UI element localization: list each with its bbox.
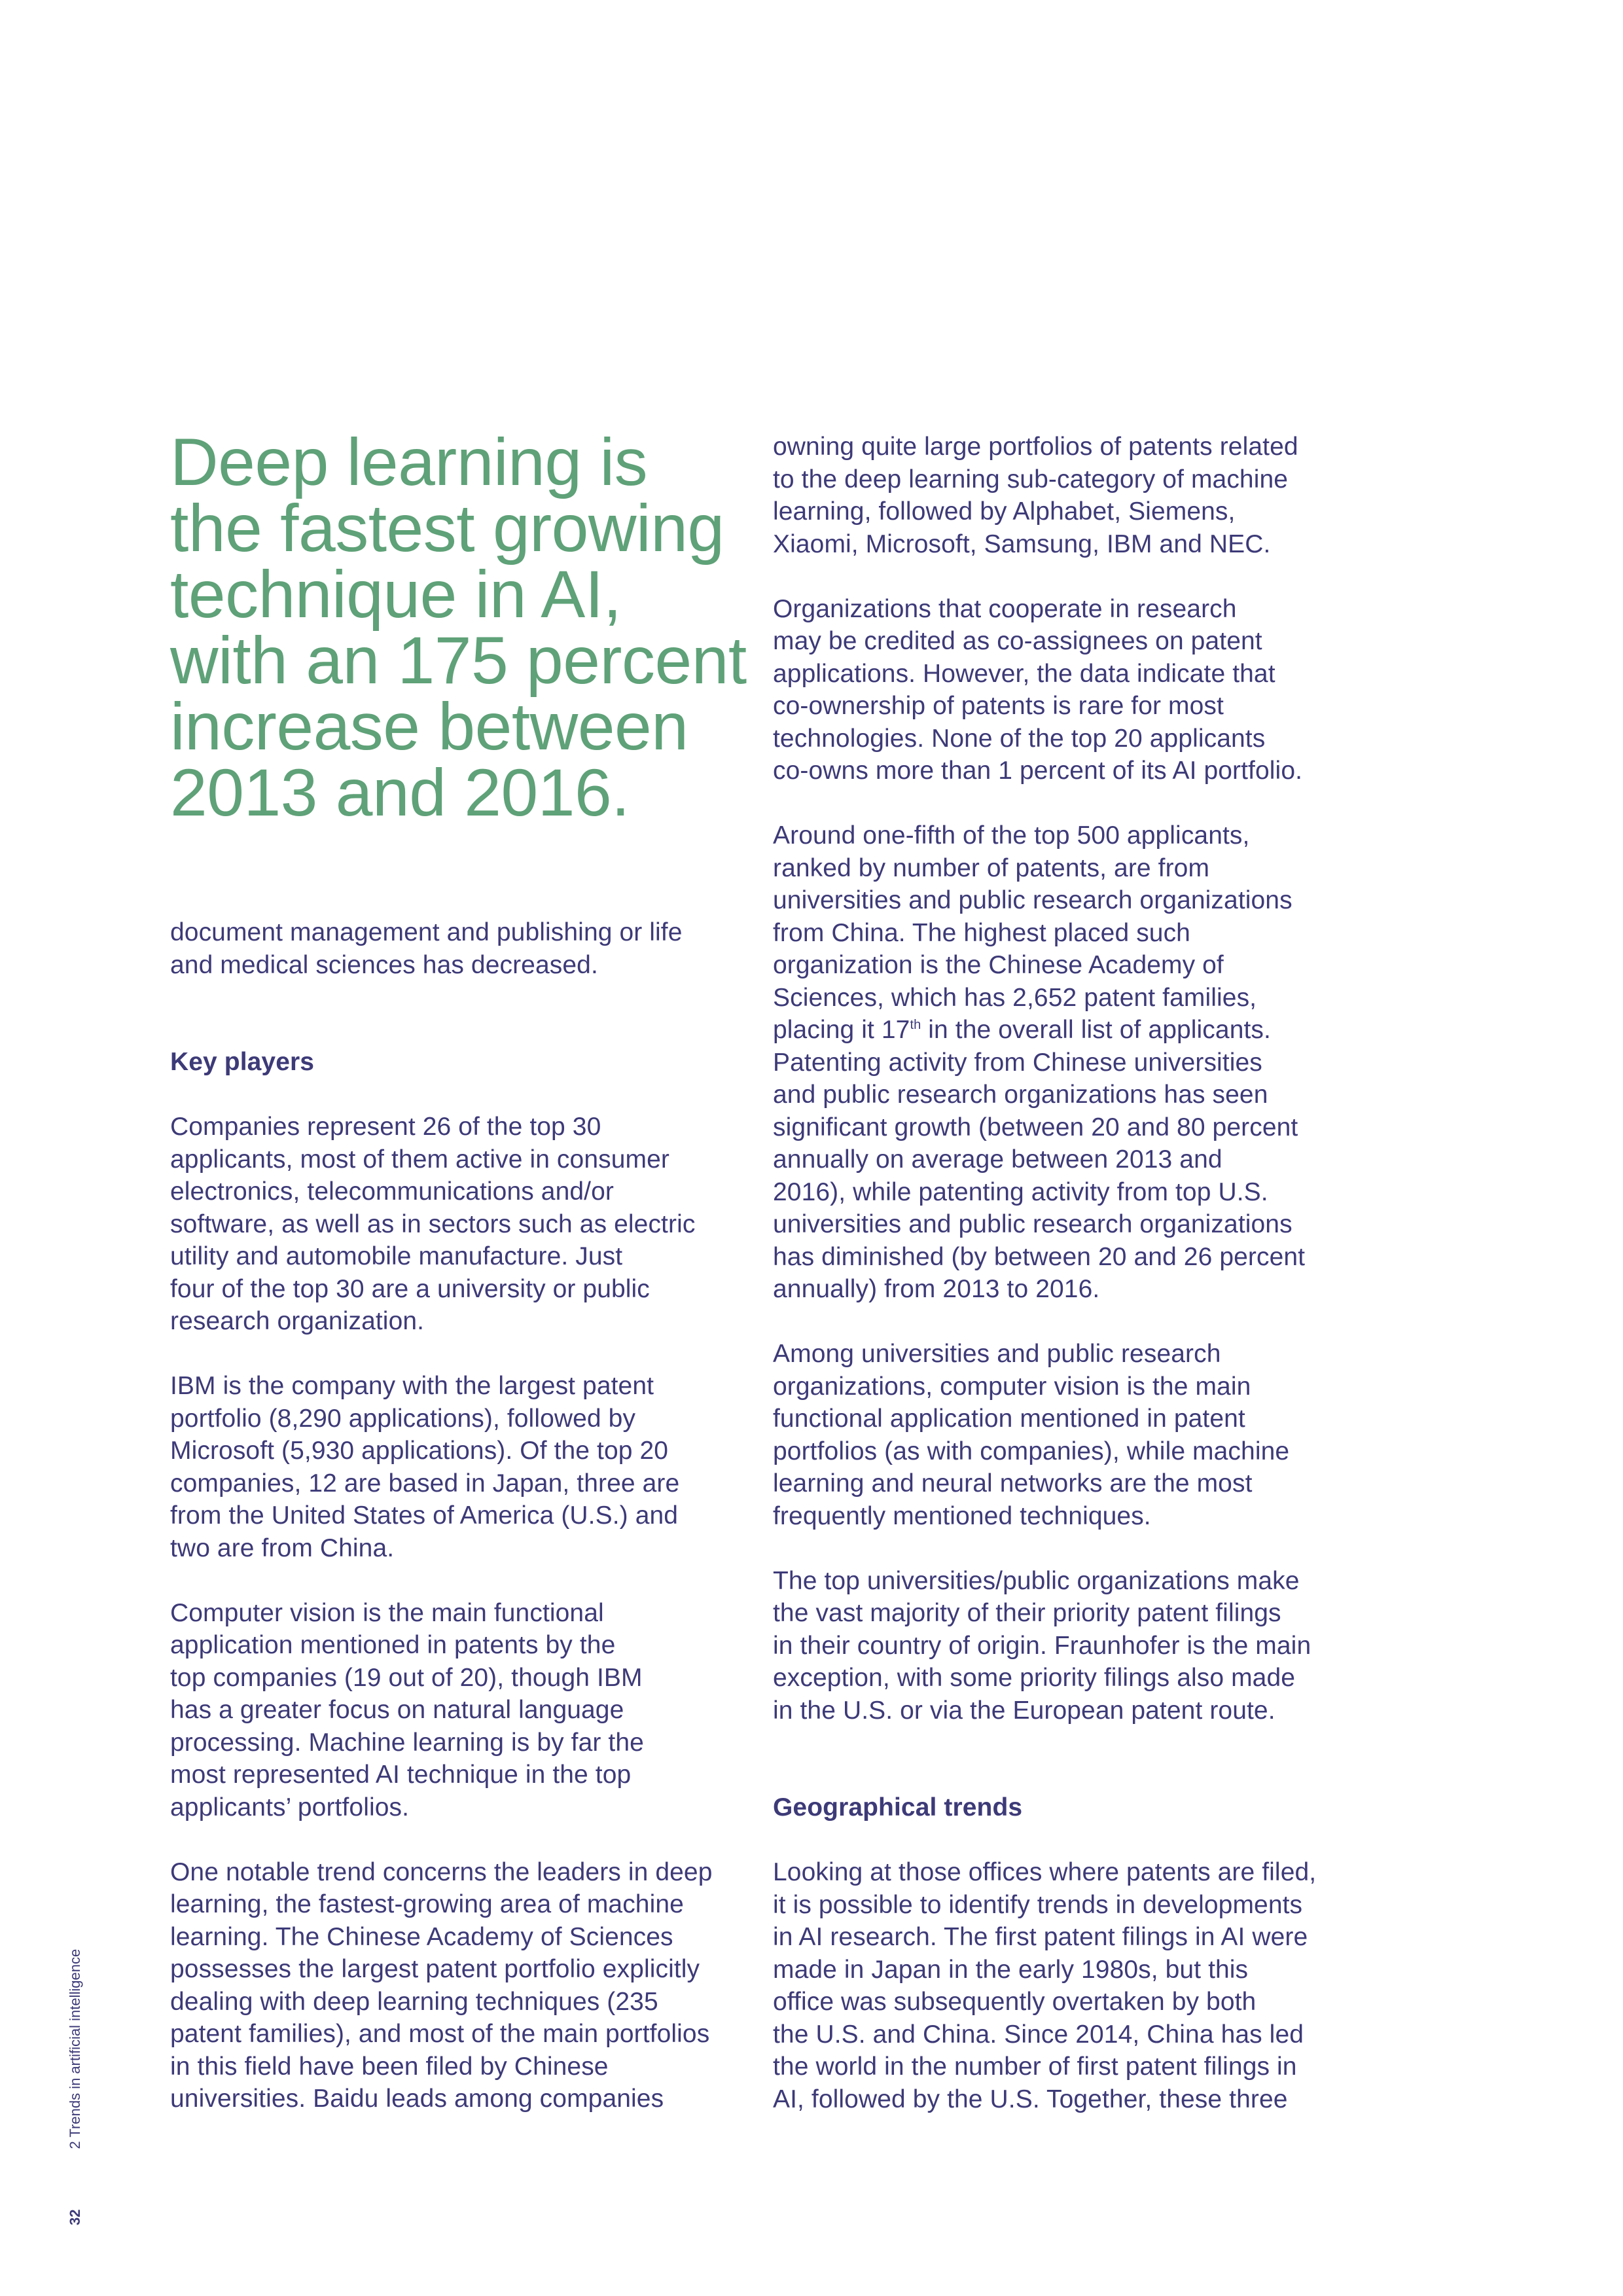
text-line: dealing with deep learning techniques (235 — [170, 1987, 658, 2016]
text-line: possesses the largest patent portfolio explicitly — [170, 1955, 700, 1983]
key-players-paragraph-3 — [170, 1597, 759, 1824]
text-line: in this field have been filed by Chinese — [170, 2052, 609, 2081]
text-line: four of the top 30 are a university or public — [170, 1274, 650, 1303]
text-line: owning quite large portfolios of patents related — [773, 433, 1298, 461]
text-line: Sciences, which has 2,652 patent families, — [773, 983, 1257, 1012]
geographical-trends-heading: Geographical trends — [773, 1793, 1023, 1821]
text-line: has a greater focus on natural language — [170, 1696, 624, 1724]
key-players-paragraph-1 — [170, 1111, 759, 1338]
text-line: application mentioned in patents by the — [170, 1631, 616, 1659]
rank-superscript: th — [910, 1018, 921, 1032]
rank-text-pre: placing it 17 — [773, 1016, 910, 1044]
text-line: Around one-fifth of the top 500 applicants, — [773, 821, 1250, 850]
text-line: Looking at those offices where patents are filed, — [773, 1858, 1317, 1886]
text-line: may be credited as co-assignees on patent — [773, 627, 1262, 655]
text-line: learning and neural networks are the most — [773, 1469, 1253, 1498]
text-line: Among universities and public research — [773, 1340, 1221, 1368]
text-line: 2016), while patenting activity from top U.S. — [773, 1177, 1268, 1206]
text-line: processing. Machine learning is by far the — [170, 1728, 644, 1757]
intro-paragraph — [170, 916, 759, 981]
text-line: Xiaomi, Microsoft, Samsung, IBM and NEC. — [773, 529, 1271, 558]
section-label: 2 Trends in artificial intelligence — [67, 1948, 83, 2149]
right-paragraph-1 — [773, 431, 1395, 560]
text-line: the U.S. and China. Since 2014, China has led — [773, 2020, 1304, 2049]
text-line: learning, followed by Alphabet, Siemens, — [773, 497, 1236, 526]
text-line: electronics, telecommunications and/or — [170, 1177, 614, 1206]
text-line: learning. The Chinese Academy of Sciences — [170, 1922, 673, 1951]
rank-text-post: in the overall list of applicants. — [921, 1016, 1271, 1044]
text-line: most represented AI technique in the top — [170, 1761, 632, 1789]
text-line: utility and automobile manufacture. Just — [170, 1242, 623, 1270]
right-column — [773, 431, 1395, 2115]
text-line: co-owns more than 1 percent of its AI portfolio. — [773, 757, 1303, 785]
text-line — [773, 1014, 1395, 1047]
headline-line: with an 175 percent — [170, 623, 747, 698]
text-line: office was subsequently overtaken by both — [773, 1988, 1257, 2016]
text-line: applicants, most of them active in consumer — [170, 1145, 669, 1174]
right-paragraph-6 — [773, 1856, 1395, 2115]
text-line: universities and public research organizations — [773, 886, 1293, 914]
text-line: organizations, computer vision is the main — [773, 1372, 1251, 1401]
text-line: has diminished (by between 20 and 26 percent — [773, 1242, 1306, 1271]
text-line: research organization. — [170, 1307, 425, 1335]
text-line: the world in the number of first patent filings in — [773, 2053, 1297, 2081]
text-line: portfolio (8,290 applications), followed by — [170, 1404, 636, 1433]
text-line: document management and publishing or life — [170, 918, 683, 946]
text-line: significant growth (between 20 and 80 percent — [773, 1113, 1298, 1141]
text-line: to the deep learning sub-category of machine — [773, 465, 1289, 493]
left-column — [170, 425, 759, 2115]
text-line: in the U.S. or via the European patent route. — [773, 1696, 1275, 1725]
right-paragraph-4 — [773, 1338, 1395, 1532]
text-line: The top universities/public organizations make — [773, 1566, 1300, 1595]
text-line: applicants’ portfolios. — [170, 1793, 410, 1821]
text-line: exception, with some priority filings also made — [773, 1664, 1296, 1692]
text-line: co-ownership of patents is rare for most — [773, 692, 1224, 720]
right-paragraph-3 — [773, 819, 1395, 1306]
text-line: from the United States of America (U.S.) and — [170, 1501, 679, 1530]
footer-rotated-text — [62, 1949, 88, 2225]
text-line: functional application mentioned in patent — [773, 1405, 1245, 1433]
text-line: applications. However, the data indicate that — [773, 659, 1275, 688]
text-line: universities and public research organizations — [773, 1210, 1293, 1238]
headline-line: technique in AI, — [170, 557, 622, 632]
text-line: two are from China. — [170, 1534, 395, 1562]
text-line: learning, the fastest-growing area of machine — [170, 1890, 684, 1918]
text-line: the vast majority of their priority patent filings — [773, 1599, 1281, 1627]
text-line: Companies represent 26 of the top 30 — [170, 1113, 601, 1141]
page-footer — [62, 1878, 88, 2225]
text-line: IBM is the company with the largest patent — [170, 1372, 654, 1400]
text-line: Computer vision is the main functional — [170, 1598, 604, 1627]
text-line: Organizations that cooperate in research — [773, 594, 1237, 623]
text-line: in their country of origin. Fraunhofer is the main — [773, 1631, 1311, 1660]
text-line: annually on average between 2013 and — [773, 1145, 1222, 1174]
text-line: technologies. None of the top 20 applicants — [773, 724, 1266, 753]
text-line: from China. The highest placed such — [773, 918, 1190, 947]
key-players-paragraph-4 — [170, 1856, 759, 2115]
headline-line: the fastest growing — [170, 491, 724, 565]
text-line: frequently mentioned techniques. — [773, 1501, 1151, 1530]
text-line: and public research organizations has seen — [773, 1081, 1268, 1109]
text-line: companies, 12 are based in Japan, three are — [170, 1469, 680, 1498]
text-line: ranked by number of patents, are from — [773, 853, 1210, 882]
headline-line: 2013 and 2016. — [170, 755, 630, 830]
headline-line: Deep learning is — [170, 425, 648, 499]
key-players-paragraph-2 — [170, 1370, 759, 1564]
text-line: annually) from 2013 to 2016. — [773, 1275, 1100, 1303]
text-line: it is possible to identify trends in developments — [773, 1890, 1303, 1919]
text-line: top companies (19 out of 20), though IBM — [170, 1663, 643, 1692]
text-line: made in Japan in the early 1980s, but this — [773, 1955, 1249, 1984]
text-line: Microsoft (5,930 applications). Of the top 20 — [170, 1437, 669, 1465]
text-line: One notable trend concerns the leaders in deep — [170, 1857, 713, 1886]
text-line: in AI research. The first patent filings in AI were — [773, 1923, 1308, 1951]
text-line: portfolios (as with companies), while machine — [773, 1437, 1290, 1465]
text-line: AI, followed by the U.S. Together, these three — [773, 2085, 1288, 2113]
text-line: patent families), and most of the main portfolios — [170, 2020, 710, 2048]
right-paragraph-5 — [773, 1565, 1395, 1727]
text-line: universities. Baidu leads among companies — [170, 2085, 664, 2113]
key-players-heading: Key players — [170, 1048, 315, 1076]
text-line: and medical sciences has decreased. — [170, 950, 598, 979]
text-line: software, as well as in sectors such as electric — [170, 1210, 696, 1238]
page-number: 32 — [67, 2209, 83, 2225]
headline-line: increase between — [170, 689, 688, 764]
text-line: organization is the Chinese Academy of — [773, 951, 1224, 979]
text-line: Patenting activity from Chinese universities — [773, 1048, 1262, 1077]
right-paragraph-2 — [773, 593, 1395, 787]
